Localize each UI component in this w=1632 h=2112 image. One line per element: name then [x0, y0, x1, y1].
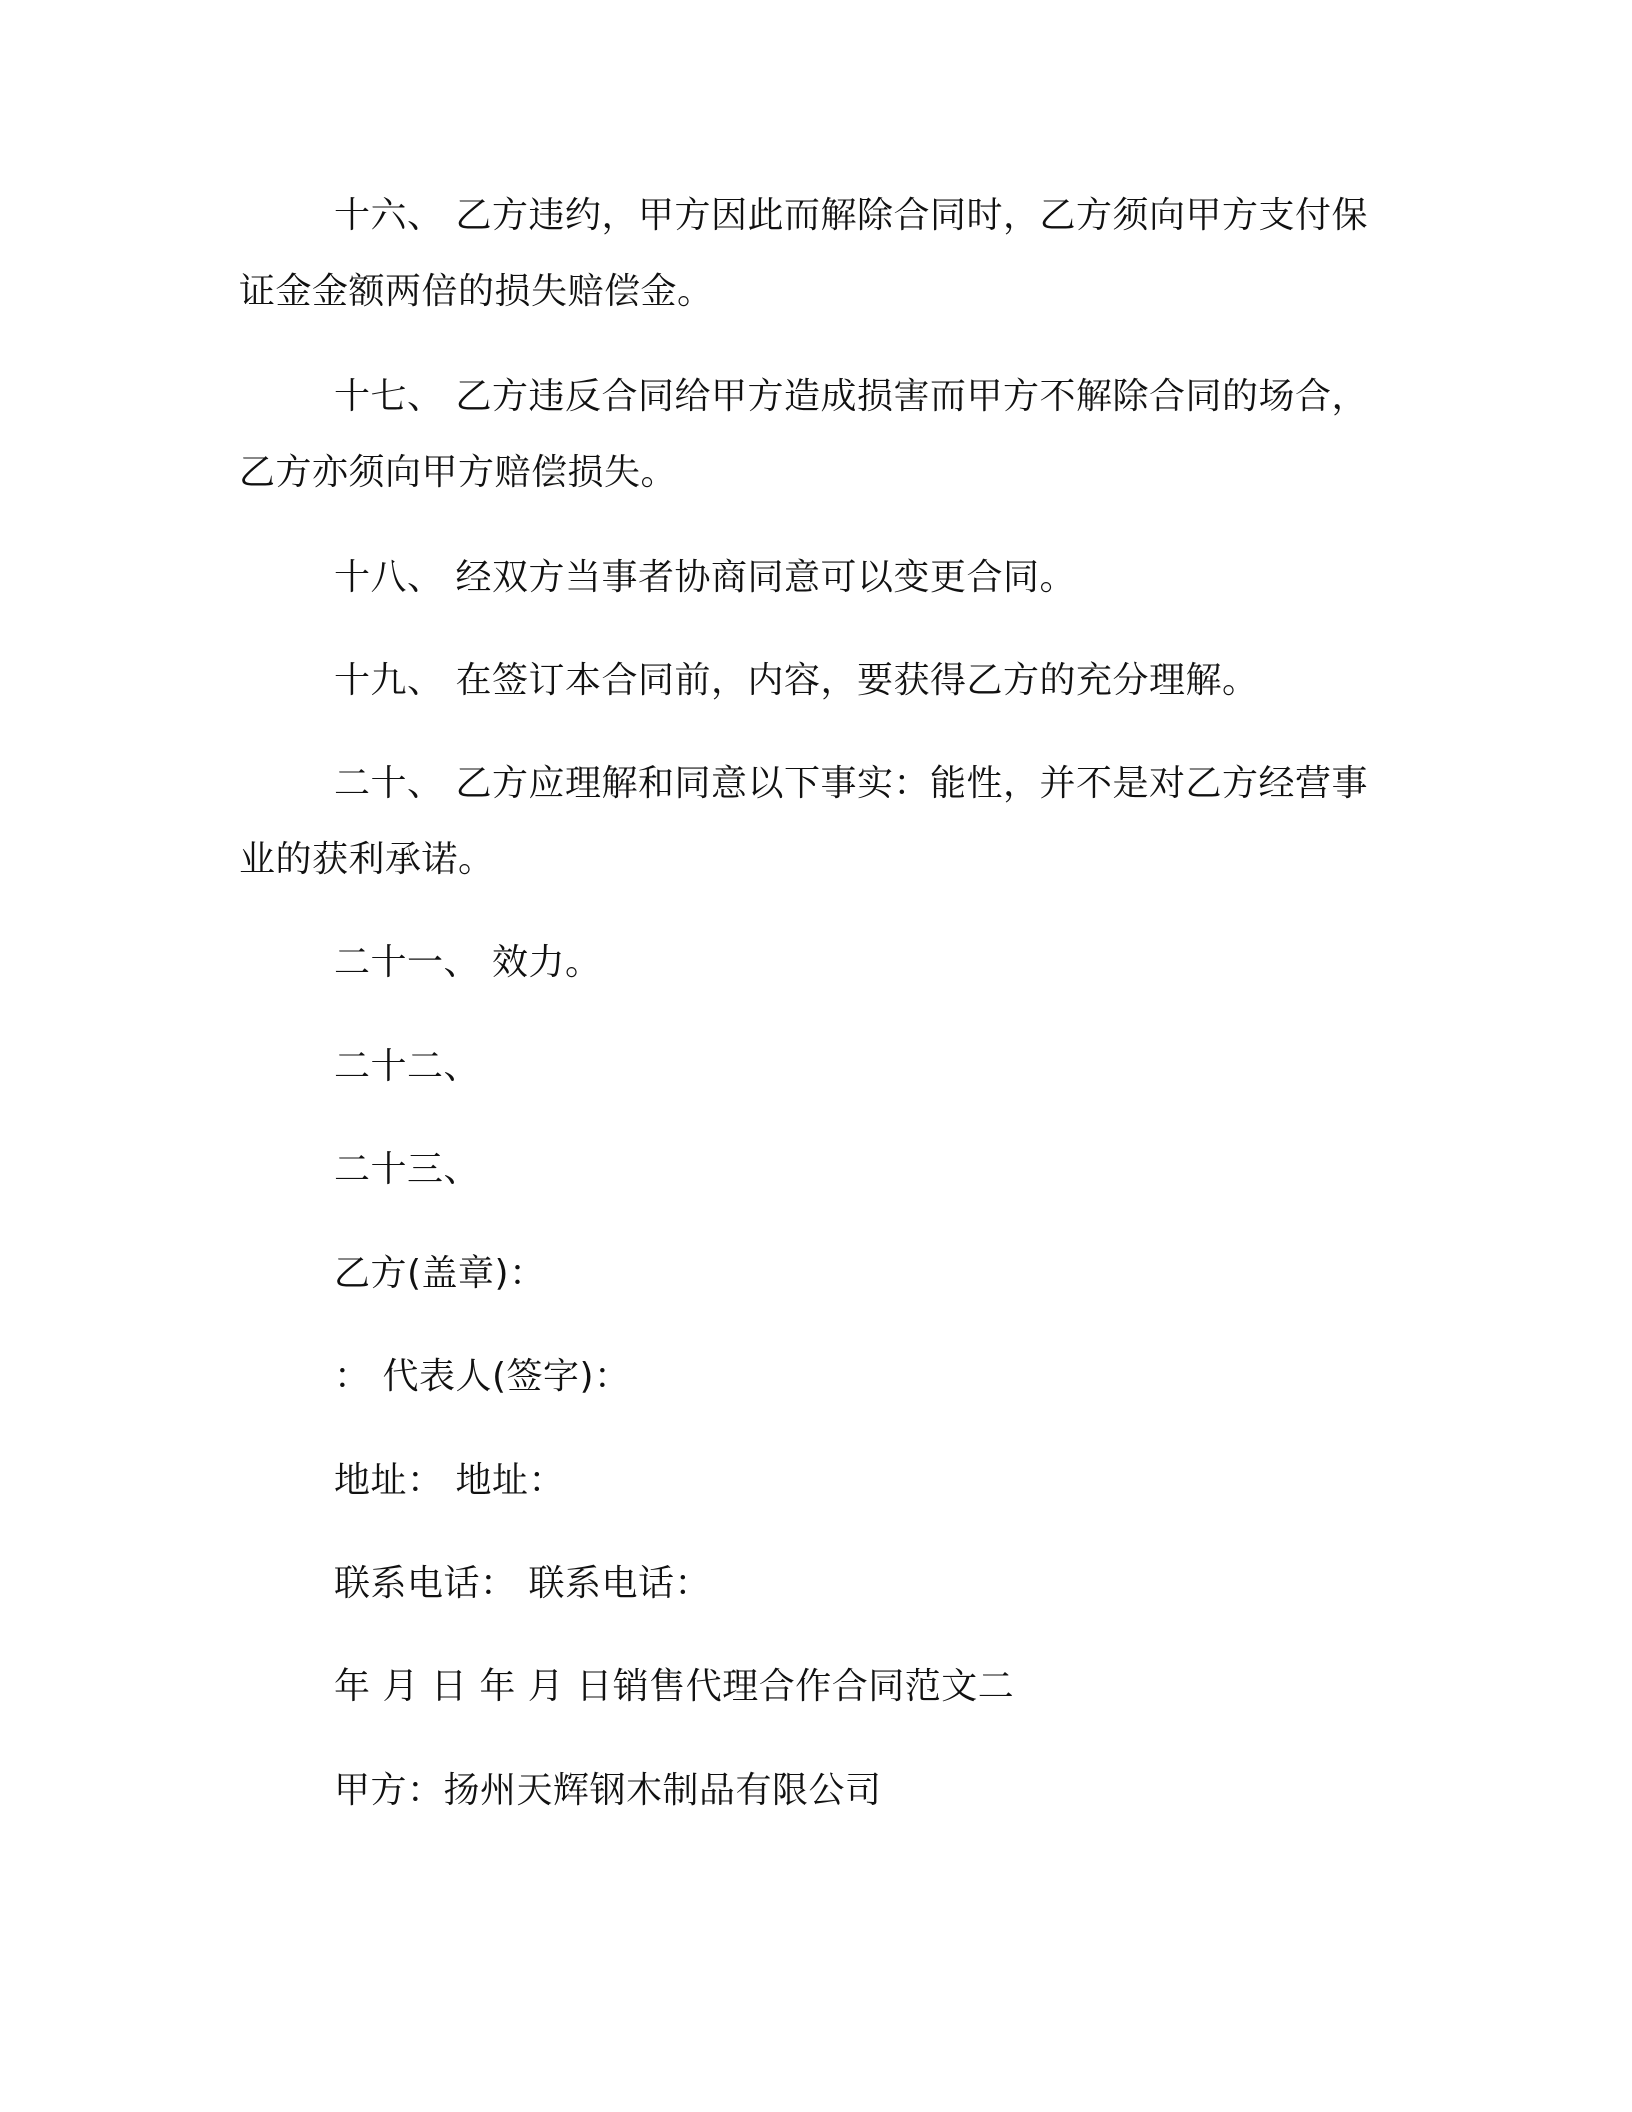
party-b-seal: 乙方(盖章)： [334, 1253, 546, 1294]
date-and-title-line: 年 月 日 年 月 日销售代理合作合同范文二 [334, 1666, 1015, 1707]
party-a-line: 甲方：扬州天辉钢木制品有限公司 [334, 1770, 882, 1811]
clause-22: 二十二、 [334, 1046, 481, 1087]
address-line: 地址： 地址： [334, 1460, 565, 1501]
clause-16: 十六、 乙方违约，甲方因此而解除合同时，乙方须向甲方支付保证金金额两倍的损失赔偿金。 [239, 195, 1368, 312]
clause-21: 二十一、 效力。 [334, 942, 602, 983]
clause-20: 二十、 乙方应理解和同意以下事实：能性，并不是对乙方经营事业的获利承诺。 [239, 763, 1368, 880]
clause-17: 十七、 乙方违反合同给甲方造成损害而甲方不解除合同的场合，乙方亦须向甲方赔偿损失。 [239, 376, 1368, 493]
representative-signature: ： 代表人(签字)： [334, 1356, 631, 1397]
clause-23: 二十三、 [334, 1149, 481, 1190]
clause-19: 十九、 在签订本合同前，内容，要获得乙方的充分理解。 [334, 660, 1259, 701]
clause-18: 十八、 经双方当事者协商同意可以变更合同。 [334, 557, 1076, 598]
phone-line: 联系电话： 联系电话： [334, 1563, 711, 1604]
